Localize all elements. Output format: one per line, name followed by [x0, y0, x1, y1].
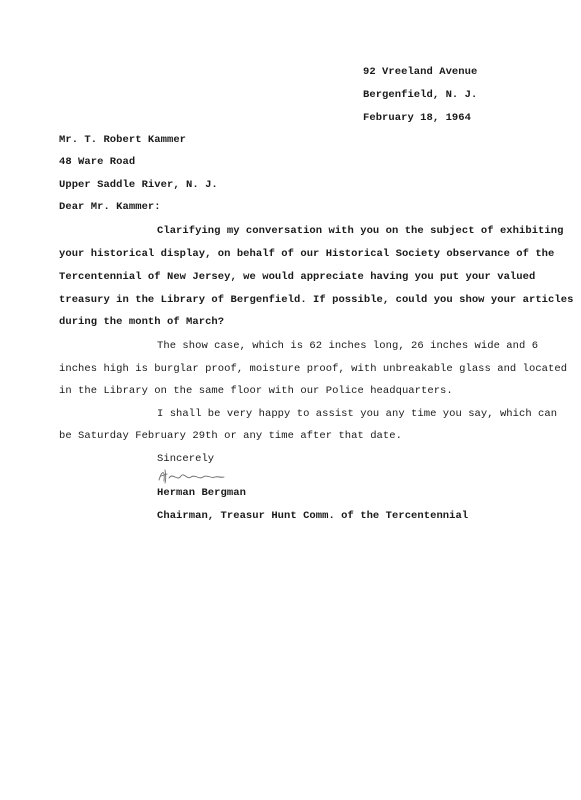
handwritten-signature	[157, 466, 227, 486]
recipient-city: Upper Saddle River, N. J.	[59, 179, 218, 191]
body-line: in the Library on the same floor with our Police headquarters.	[59, 385, 453, 397]
body-line: Clarifying my conversation with you on the subject of exhibiting	[157, 225, 564, 237]
body-line: be Saturday February 29th or any time after that date.	[59, 430, 402, 442]
body-line: during the month of March?	[59, 316, 225, 328]
salutation: Dear Mr. Kammer:	[59, 201, 161, 213]
signer-title: Chairman, Treasur Hunt Comm. of the Tercentennial	[157, 510, 469, 522]
body-line: I shall be very happy to assist you any time you say, which can	[157, 408, 558, 420]
return-city: Bergenfield, N. J.	[363, 89, 478, 101]
return-street: 92 Vreeland Avenue	[363, 66, 478, 78]
signer-name: Herman Bergman	[157, 487, 246, 499]
body-line: your historical display, on behalf of our Historical Society observance of the	[59, 248, 555, 260]
letter-date: February 18, 1964	[363, 112, 471, 124]
recipient-name: Mr. T. Robert Kammer	[59, 134, 187, 146]
valediction: Sincerely	[157, 453, 215, 465]
body-line: Tercentennial of New Jersey, we would appreciate having you put your valued	[59, 271, 536, 283]
recipient-street: 48 Ware Road	[59, 156, 136, 168]
body-line: treasury in the Library of Bergenfield. If possible, could you show your articles	[59, 294, 574, 306]
body-line: inches high is burglar proof, moisture proof, with unbreakable glass and located	[59, 363, 568, 375]
body-line: The show case, which is 62 inches long, 26 inches wide and 6	[157, 340, 539, 352]
